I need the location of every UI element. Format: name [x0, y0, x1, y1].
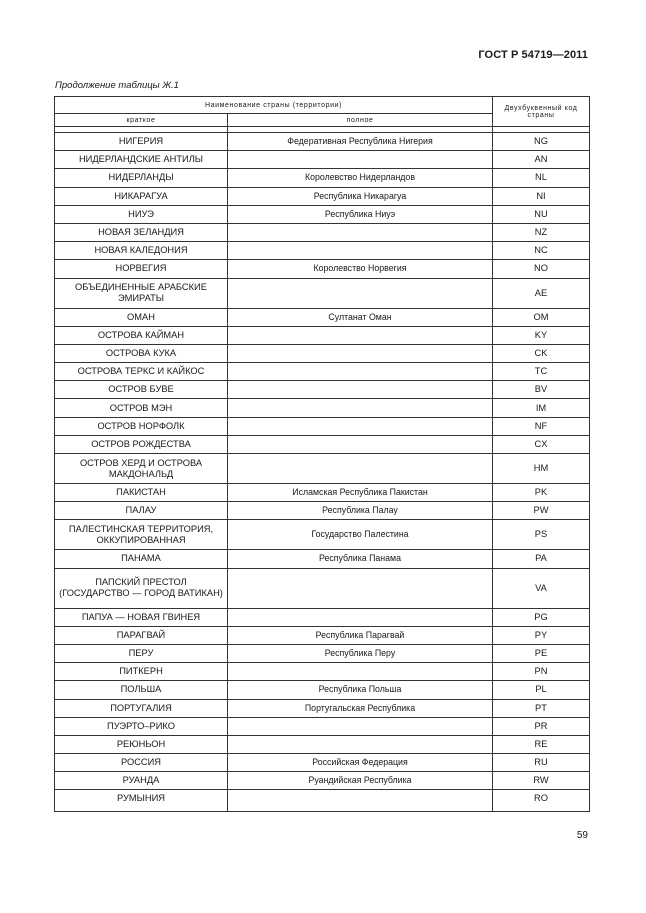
- cell-short-name: ПАЛЕСТИНСКАЯ ТЕРРИТОРИЯ, ОККУПИРОВАННАЯ: [55, 520, 228, 550]
- cell-short-name: ОБЪЕДИНЕННЫЕ АРАБСКИЕ ЭМИРАТЫ: [55, 278, 228, 308]
- cell-full-name: Султанат Оман: [228, 308, 493, 326]
- table-body: [55, 133, 590, 812]
- cell-short-name: НИУЭ: [55, 205, 228, 223]
- cell-full-name: [228, 223, 493, 241]
- table-row: [55, 520, 590, 550]
- cell-short-name: ОСТРОВА КАЙМАН: [55, 326, 228, 344]
- cell-full-name: Королевство Нидерландов: [228, 169, 493, 187]
- country-code-table: [54, 96, 590, 812]
- cell-full-name: [228, 735, 493, 753]
- cell-full-name: Республика Польша: [228, 681, 493, 699]
- cell-short-name: РУАНДА: [55, 772, 228, 790]
- cell-country-code: PE: [493, 644, 590, 662]
- cell-short-name: РЕЮНЬОН: [55, 735, 228, 753]
- table-row: [55, 568, 590, 608]
- table-row: [55, 454, 590, 484]
- cell-full-name: Федеративная Республика Нигерия: [228, 133, 493, 151]
- table-row: [55, 381, 590, 399]
- cell-full-name: Российская Федерация: [228, 754, 493, 772]
- cell-short-name: НИДЕРЛАНДСКИЕ АНТИЛЫ: [55, 151, 228, 169]
- table-row: [55, 735, 590, 753]
- cell-country-code: PN: [493, 663, 590, 681]
- table-row: [55, 308, 590, 326]
- cell-full-name: [228, 151, 493, 169]
- cell-country-code: RE: [493, 735, 590, 753]
- col-code-header: Двухбуквенный код страны: [493, 97, 590, 127]
- cell-short-name: ПАПСКИЙ ПРЕСТОЛ (ГОСУДАРСТВО — ГОРОД ВАТИКАН): [55, 568, 228, 608]
- cell-country-code: BV: [493, 381, 590, 399]
- table-row: [55, 644, 590, 662]
- cell-country-code: NG: [493, 133, 590, 151]
- table-row: [55, 344, 590, 362]
- page-number: 59: [576, 830, 588, 841]
- cell-country-code: RU: [493, 754, 590, 772]
- cell-short-name: ПУЭРТО–РИКО: [55, 717, 228, 735]
- cell-short-name: ПАРАГВАЙ: [55, 626, 228, 644]
- table-row: [55, 363, 590, 381]
- cell-full-name: [228, 417, 493, 435]
- cell-short-name: РОССИЯ: [55, 754, 228, 772]
- table-row: [55, 608, 590, 626]
- cell-full-name: [228, 790, 493, 812]
- cell-full-name: Республика Парагвай: [228, 626, 493, 644]
- table-row: [55, 435, 590, 453]
- cell-country-code: PS: [493, 520, 590, 550]
- cell-short-name: НОВАЯ КАЛЕДОНИЯ: [55, 242, 228, 260]
- cell-short-name: ОСТРОВ БУВЕ: [55, 381, 228, 399]
- cell-full-name: Государство Палестина: [228, 520, 493, 550]
- cell-country-code: PL: [493, 681, 590, 699]
- cell-country-code: IM: [493, 399, 590, 417]
- col-group-header: Наименование страны (территории): [55, 97, 493, 114]
- table-row: [55, 790, 590, 812]
- cell-country-code: NF: [493, 417, 590, 435]
- cell-country-code: HM: [493, 454, 590, 484]
- cell-short-name: ПОРТУГАЛИЯ: [55, 699, 228, 717]
- cell-country-code: PK: [493, 484, 590, 502]
- cell-short-name: НИГЕРИЯ: [55, 133, 228, 151]
- table-row: [55, 717, 590, 735]
- cell-country-code: PG: [493, 608, 590, 626]
- cell-full-name: [228, 568, 493, 608]
- cell-short-name: ОСТРОВА КУКА: [55, 344, 228, 362]
- cell-full-name: [228, 344, 493, 362]
- cell-full-name: Исламская Республика Пакистан: [228, 484, 493, 502]
- cell-short-name: ПАНАМА: [55, 550, 228, 568]
- cell-full-name: [228, 326, 493, 344]
- cell-short-name: ОСТРОВ НОРФОЛК: [55, 417, 228, 435]
- cell-short-name: ПЕРУ: [55, 644, 228, 662]
- cell-short-name: РУМЫНИЯ: [55, 790, 228, 812]
- table-row: [55, 699, 590, 717]
- cell-short-name: НИКАРАГУА: [55, 187, 228, 205]
- cell-country-code: NU: [493, 205, 590, 223]
- cell-country-code: TC: [493, 363, 590, 381]
- cell-country-code: OM: [493, 308, 590, 326]
- table-row: [55, 326, 590, 344]
- cell-country-code: CX: [493, 435, 590, 453]
- table-row: [55, 169, 590, 187]
- cell-short-name: ПИТКЕРН: [55, 663, 228, 681]
- table-row: [55, 187, 590, 205]
- cell-country-code: NZ: [493, 223, 590, 241]
- cell-country-code: NI: [493, 187, 590, 205]
- cell-short-name: НОВАЯ ЗЕЛАНДИЯ: [55, 223, 228, 241]
- table-row: [55, 223, 590, 241]
- cell-country-code: KY: [493, 326, 590, 344]
- document-code: ГОСТ Р 54719—2011: [478, 49, 588, 61]
- table-caption: Продолжение таблицы Ж.1: [55, 80, 179, 91]
- cell-full-name: [228, 454, 493, 484]
- col-full-header: полное: [228, 114, 493, 127]
- cell-full-name: Руандийская Республика: [228, 772, 493, 790]
- table-row: [55, 754, 590, 772]
- cell-full-name: [228, 399, 493, 417]
- cell-country-code: PY: [493, 626, 590, 644]
- table-row: [55, 626, 590, 644]
- cell-short-name: ПАПУА — НОВАЯ ГВИНЕЯ: [55, 608, 228, 626]
- cell-country-code: RW: [493, 772, 590, 790]
- table-row: [55, 484, 590, 502]
- col-short-header: краткое: [55, 114, 228, 127]
- cell-full-name: Королевство Норвегия: [228, 260, 493, 278]
- cell-full-name: Республика Палау: [228, 502, 493, 520]
- cell-full-name: [228, 663, 493, 681]
- cell-full-name: [228, 608, 493, 626]
- table-row: [55, 260, 590, 278]
- cell-country-code: NC: [493, 242, 590, 260]
- cell-short-name: ОСТРОВ МЭН: [55, 399, 228, 417]
- cell-short-name: ОМАН: [55, 308, 228, 326]
- cell-country-code: VA: [493, 568, 590, 608]
- cell-full-name: [228, 242, 493, 260]
- cell-full-name: [228, 363, 493, 381]
- cell-short-name: ПОЛЬША: [55, 681, 228, 699]
- table-row: [55, 550, 590, 568]
- cell-country-code: AE: [493, 278, 590, 308]
- table-row: [55, 772, 590, 790]
- table-row: [55, 205, 590, 223]
- cell-full-name: [228, 278, 493, 308]
- cell-country-code: PR: [493, 717, 590, 735]
- cell-country-code: PW: [493, 502, 590, 520]
- cell-short-name: НОРВЕГИЯ: [55, 260, 228, 278]
- cell-short-name: ПАЛАУ: [55, 502, 228, 520]
- cell-full-name: Республика Никарагуа: [228, 187, 493, 205]
- cell-full-name: [228, 717, 493, 735]
- cell-short-name: ПАКИСТАН: [55, 484, 228, 502]
- table-row: [55, 151, 590, 169]
- cell-full-name: Португальская Республика: [228, 699, 493, 717]
- cell-full-name: Республика Перу: [228, 644, 493, 662]
- table-row: [55, 502, 590, 520]
- cell-full-name: [228, 435, 493, 453]
- cell-country-code: RO: [493, 790, 590, 812]
- cell-short-name: ОСТРОВ РОЖДЕСТВА: [55, 435, 228, 453]
- table-row: [55, 681, 590, 699]
- cell-full-name: [228, 381, 493, 399]
- cell-full-name: Республика Ниуэ: [228, 205, 493, 223]
- cell-short-name: НИДЕРЛАНДЫ: [55, 169, 228, 187]
- cell-short-name: ОСТРОВ ХЕРД И ОСТРОВА МАКДОНАЛЬД: [55, 454, 228, 484]
- cell-full-name: Республика Панама: [228, 550, 493, 568]
- cell-short-name: ОСТРОВА ТЕРКС И КАЙКОС: [55, 363, 228, 381]
- cell-country-code: PT: [493, 699, 590, 717]
- table-row: [55, 242, 590, 260]
- table-row: [55, 278, 590, 308]
- table-row: [55, 417, 590, 435]
- cell-country-code: CK: [493, 344, 590, 362]
- table-row: [55, 133, 590, 151]
- cell-country-code: NO: [493, 260, 590, 278]
- cell-country-code: PA: [493, 550, 590, 568]
- table-row: [55, 663, 590, 681]
- cell-country-code: AN: [493, 151, 590, 169]
- table-row: [55, 399, 590, 417]
- cell-country-code: NL: [493, 169, 590, 187]
